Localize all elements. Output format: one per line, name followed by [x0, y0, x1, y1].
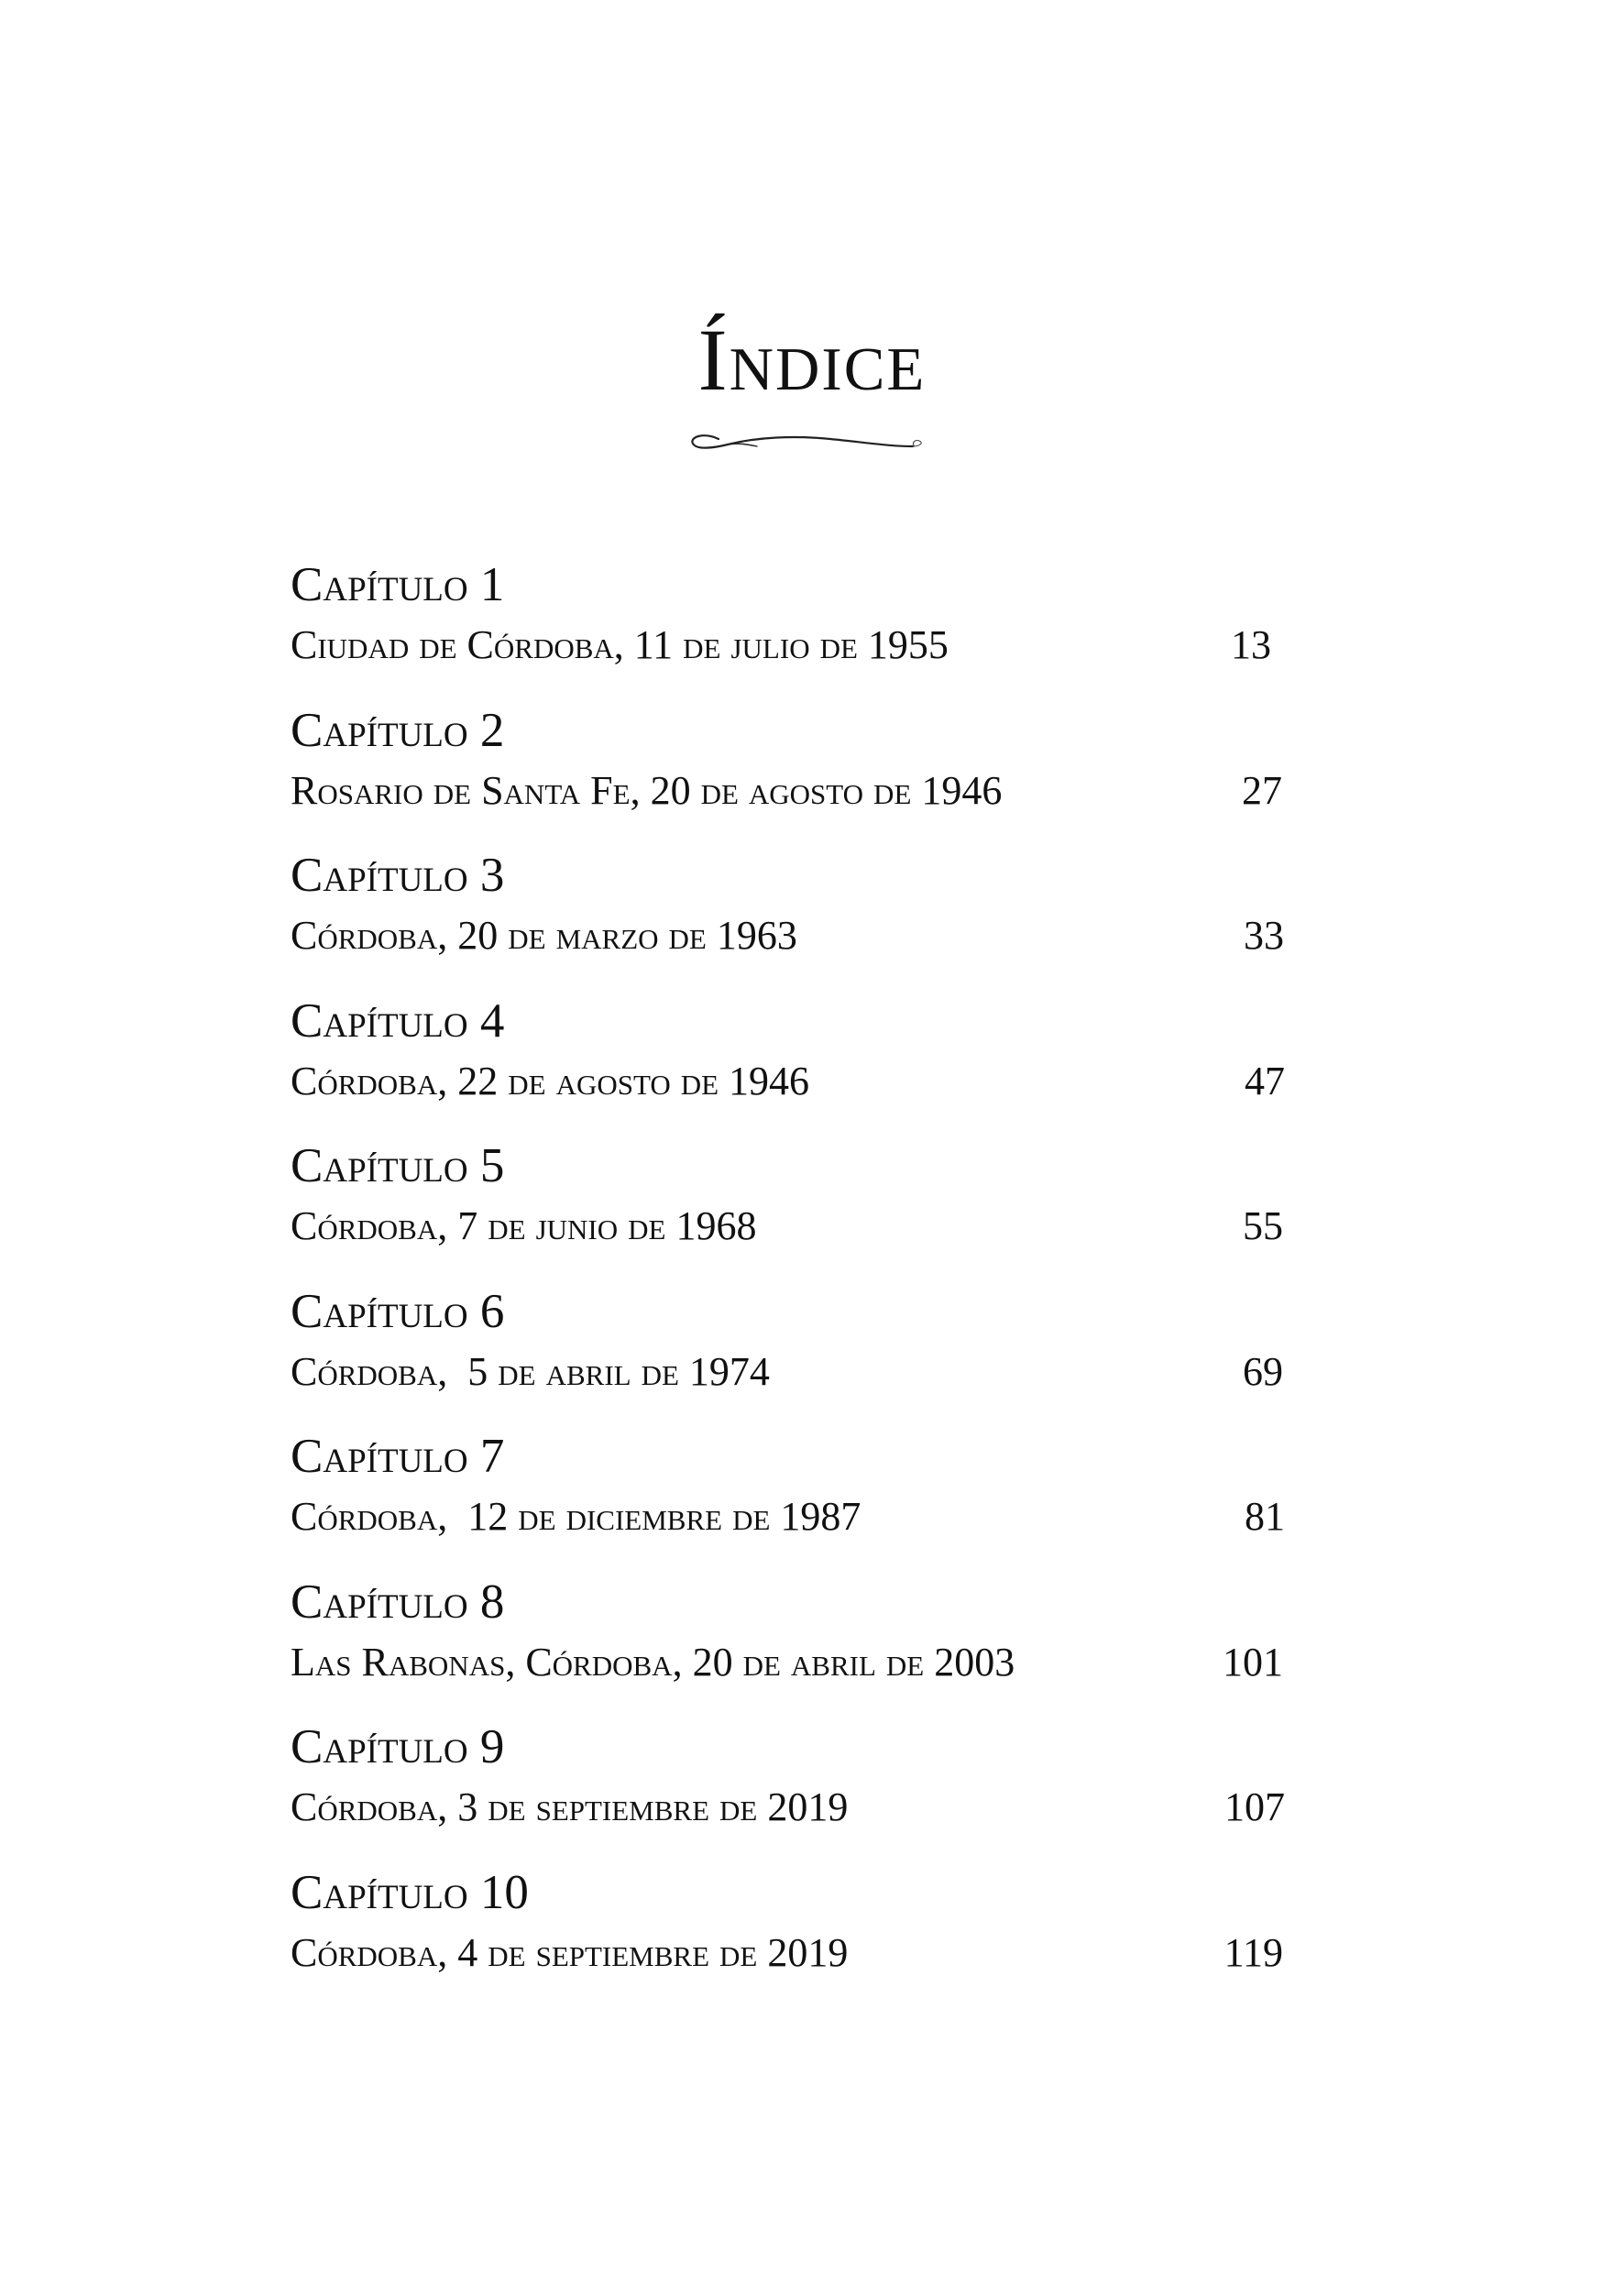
toc-entry[interactable] — [291, 1139, 1317, 1288]
chapter-title: Capítulo 9 — [291, 1720, 505, 1773]
toc-entry[interactable] — [291, 1432, 1317, 1578]
toc-entry[interactable] — [291, 851, 1317, 997]
chapter-subtitle: Córdoba, 20 de marzo de 1963 — [291, 913, 797, 958]
toc-entry[interactable] — [291, 1575, 1317, 1724]
chapter-title: Capítulo 2 — [291, 703, 505, 757]
chapter-subtitle: Córdoba, 12 de diciembre de 1987 — [291, 1494, 861, 1539]
chapter-title: Capítulo 6 — [291, 1284, 505, 1338]
chapter-subtitle: Córdoba, 7 de junio de 1968 — [291, 1203, 757, 1248]
chapter-subtitle: Rosario de Santa Fe, 20 de agosto de 1946 — [291, 767, 1003, 813]
toc-entry[interactable] — [291, 1284, 1317, 1433]
page-number: 27 — [1242, 767, 1282, 813]
page-number: 81 — [1245, 1494, 1285, 1539]
page-number: 107 — [1224, 1784, 1285, 1829]
toc-entry[interactable] — [291, 993, 1317, 1143]
flourish-divider-icon — [684, 426, 931, 457]
chapter-title: Capítulo 5 — [291, 1139, 505, 1192]
chapter-title: Capítulo 10 — [291, 1865, 529, 1919]
chapter-title: Capítulo 3 — [291, 849, 505, 902]
chapter-title: Capítulo 4 — [291, 993, 505, 1048]
page-number: 69 — [1243, 1348, 1283, 1394]
page-number: 119 — [1223, 1929, 1283, 1975]
chapter-subtitle: Córdoba, 3 de septiembre de 2019 — [291, 1784, 849, 1829]
toc-entry[interactable] — [291, 703, 1317, 852]
page-number: 47 — [1245, 1058, 1285, 1103]
chapter-subtitle: Córdoba, 4 de septiembre de 2019 — [291, 1929, 849, 1975]
page-number: 101 — [1223, 1639, 1283, 1685]
chapter-subtitle: Ciudad de Córdoba, 11 de julio de 1955 — [291, 622, 949, 667]
chapter-subtitle: Córdoba, 5 de abril de 1974 — [291, 1348, 770, 1394]
toc-entry[interactable] — [291, 558, 1317, 707]
chapter-subtitle: Córdoba, 22 de agosto de 1946 — [291, 1058, 810, 1103]
toc-entry[interactable] — [291, 1865, 1317, 2014]
toc-entry[interactable] — [291, 1720, 1317, 1869]
chapter-subtitle: Las Rabonas, Córdoba, 20 de abril de 2003 — [291, 1639, 1015, 1685]
page-number: 55 — [1243, 1203, 1283, 1248]
page-number: 13 — [1231, 622, 1271, 667]
chapter-title: Capítulo 7 — [291, 1430, 505, 1483]
chapter-title: Capítulo 8 — [291, 1575, 505, 1629]
page-number: 33 — [1244, 913, 1284, 958]
table-of-contents — [291, 558, 1317, 2014]
chapter-title: Capítulo 1 — [291, 558, 505, 611]
page-title: Índice — [697, 311, 927, 409]
